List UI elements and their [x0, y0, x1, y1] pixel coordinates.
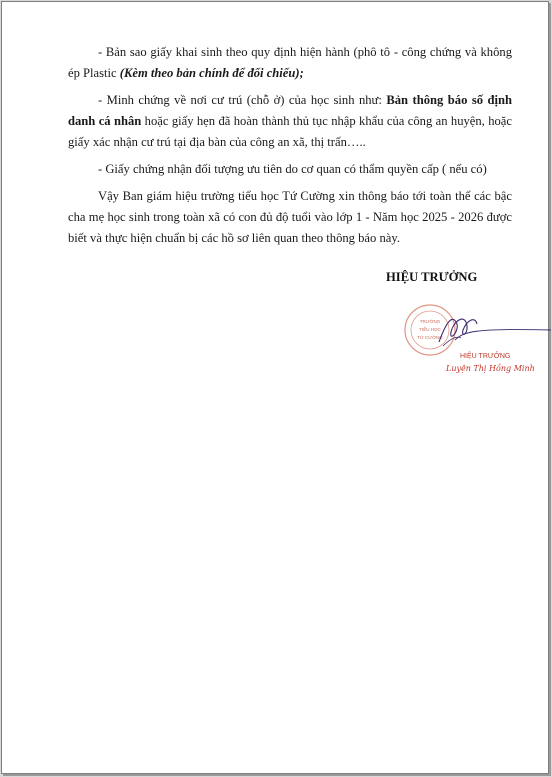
principal-title: HIỆU TRƯỞNG — [386, 270, 478, 284]
seal-line-3: TỨ CƯỜNG — [417, 335, 443, 340]
seal-line-2: TIỂU HỌC — [419, 327, 441, 332]
birth-certificate-text: - Bản sao giấy khai sinh theo quy định hiện hành (phô tô - công chứng và không ép Plastic — [68, 45, 512, 80]
signature-icon — [439, 319, 477, 342]
paragraph-priority — [68, 159, 512, 180]
birth-certificate-note: (Kèm theo bản chính để đối chiếu); — [119, 66, 304, 80]
residence-text-a: - Minh chứng về nơi cư trú (chỗ ở) của học sinh như: — [98, 93, 387, 107]
residence-bold: Bản thông báo số định danh cá nhân — [68, 93, 512, 128]
residence-text-b: hoặc giấy hẹn đã hoàn thành thủ tục nhập khẩu của công an huyện, hoặc giấy xác nhận cư trú tại địa bàn của công an xã, thị trấn….. — [68, 114, 512, 149]
priority-text: - Giấy chứng nhận đối tượng ưu tiên do cơ quan có thẩm quyền cấp ( nếu có) — [98, 162, 487, 176]
paragraph-closing — [68, 186, 512, 249]
paragraph-birth-certificate — [68, 42, 512, 84]
seal-line-1: TRƯỜNG — [419, 319, 441, 324]
stamp-caption: HIỆU TRƯỞNG — [460, 353, 511, 360]
document-body — [68, 42, 512, 255]
closing-text: Vậy Ban giám hiệu trường tiểu học Tứ Cường xin thông báo tới toàn thể các bậc cha mẹ học sinh trong toàn xã có con đủ độ tuổi vào lớp 1 - Năm học 2025 - 2026 được biết và thực hiện chuẩn bị các hồ sơ liên quan theo thông báo này. — [68, 189, 512, 245]
paragraph-residence — [68, 90, 512, 153]
document-page — [1, 1, 549, 774]
stamp-name: Luyện Thị Hồng Minh — [446, 364, 535, 373]
